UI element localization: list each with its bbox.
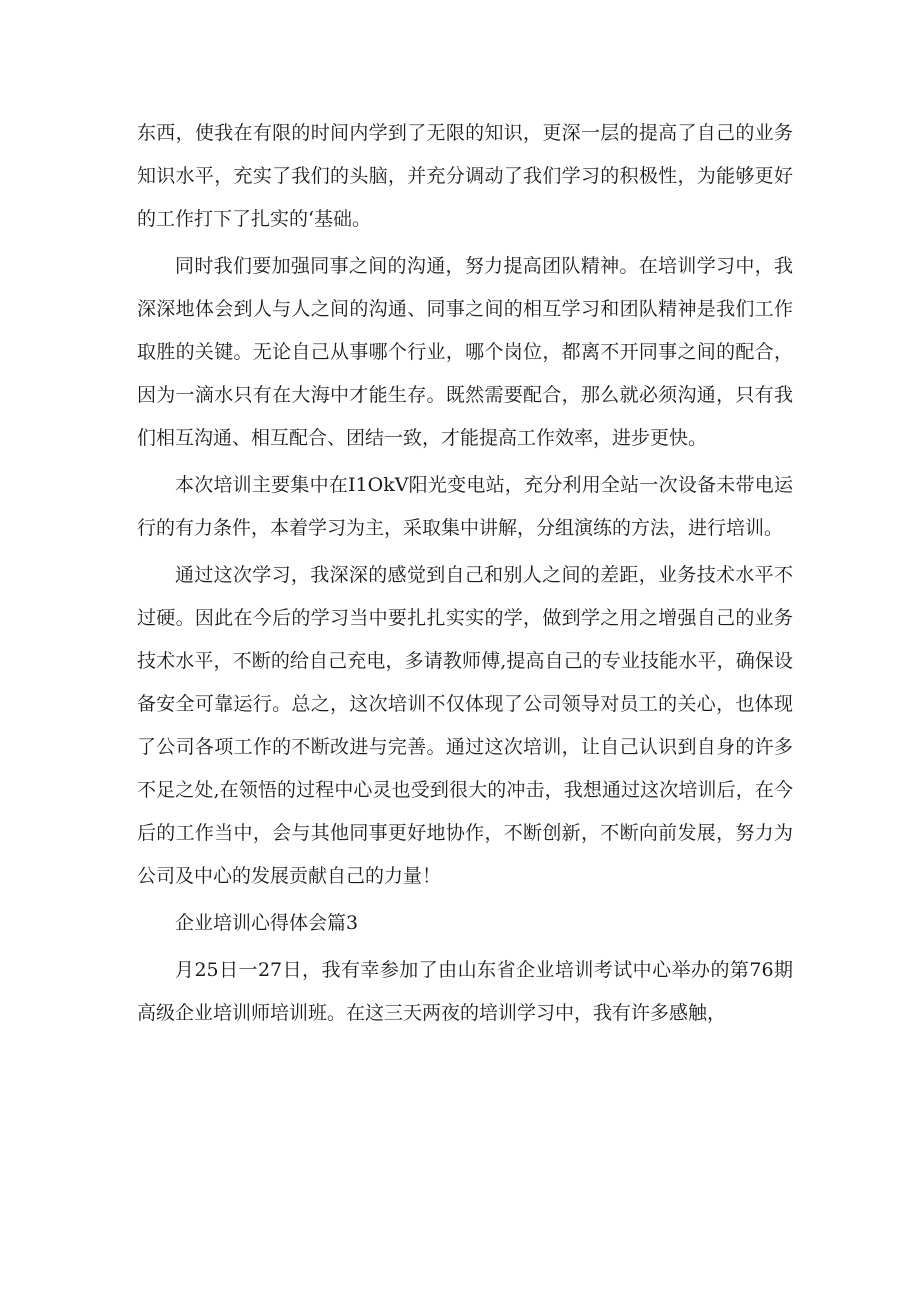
paragraph-reflection: 通过这次学习，我深深的感觉到自己和别人之间的差距，业务技术水平不过硬。因此在今后的学习当中要扎扎实实的学，做到学之用之增强自己的业务技术水平，不断的给自己充电，多请教师傅,提高自己的专业技能水平，确保设备安全可靠运行。总之，这次培训不仅体现了公司领导对员工的关心，也体现了公司各项工作的不断改进与完善。通过这次培训，让自己认识到自身的许多不足之处,在领悟的过程中心灵也受到很大的冲击，我想通过这次培训后，在今后的工作当中，会与其他同事更好地协作，不断创新，不断向前发展，努力为公司及中心的发展贡献自己的力量！ bbox=[137, 564, 793, 887]
paragraph-section-3-intro: 月25日一27日，我有幸参加了由山东省企业培训考试中心举办的第76期高级企业培训师培训班。在这三天两夜的培训学习中，我有许多感触， bbox=[137, 959, 793, 1024]
paragraph-training-location: 本次培训主要集中在I1OkV阳光变电站，充分利用全站一次设备未带电运行的有力条件，本着学习为主，采取集中讲解，分组演练的方法，进行培训。 bbox=[137, 474, 793, 539]
paragraph-teamwork: 同时我们要加强同事之间的沟通，努力提高团队精神。在培训学习中，我深深地体会到人与人之间的沟通、同事之间的相互学习和团队精神是我们工作取胜的关键。无论自己从事哪个行业，哪个岗位，都离不开同事之间的配合，因为一滴水只有在大海中才能生存。既然需要配合，那么就必须沟通，只有我们相互沟通、相互配合、团结一致，才能提高工作效率，进步更快。 bbox=[137, 255, 793, 449]
paragraph-continuation: 东西，使我在有限的时间内学到了无限的知识，更深一层的提高了自己的业务知识水平，充实了我们的头脑，并充分调动了我们学习的积极性，为能够更好的工作打下了扎实的‘基础。 bbox=[137, 122, 793, 230]
document-body bbox=[137, 112, 793, 1039]
section-heading: 企业培训心得体会篇3 bbox=[175, 912, 359, 934]
